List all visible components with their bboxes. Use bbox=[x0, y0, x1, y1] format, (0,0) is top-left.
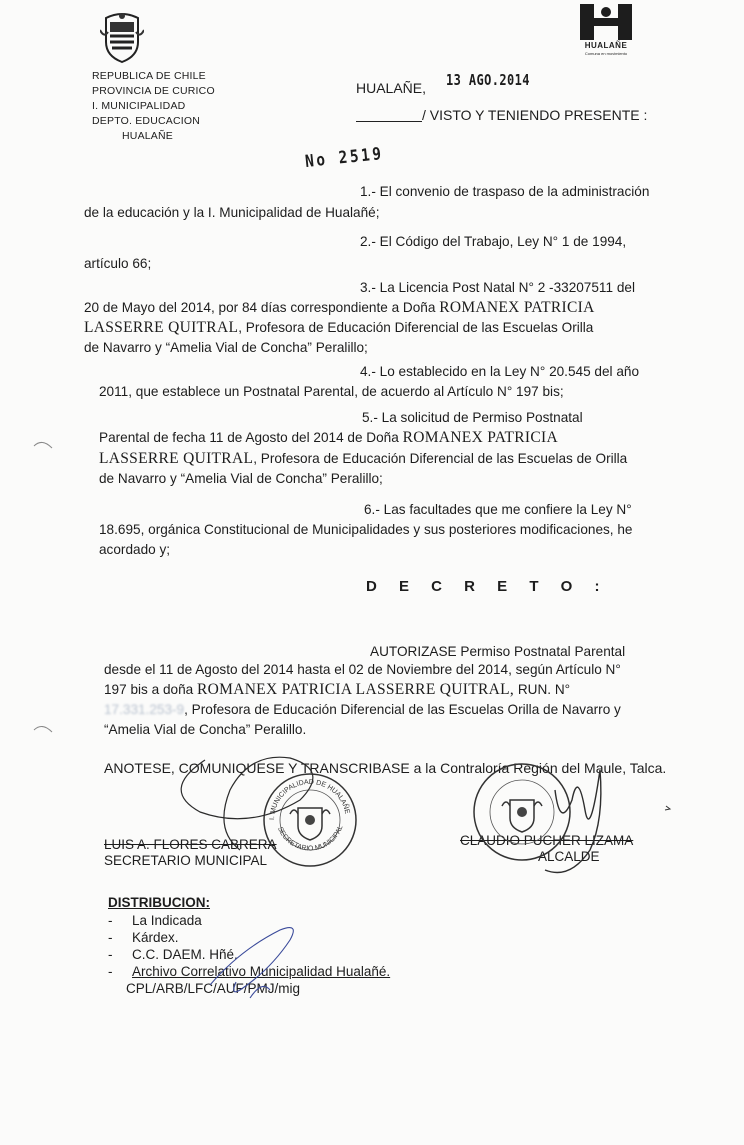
c3-text: , Profesora de Educación Diferencial de las Escuelas Orilla bbox=[238, 320, 594, 335]
header-line: HUALAÑE bbox=[122, 130, 173, 142]
city-label: HUALAÑE, bbox=[356, 80, 427, 96]
header-line: I. MUNICIPALIDAD bbox=[92, 100, 186, 112]
distribution-item: - C.C. DAEM. Hñé. bbox=[108, 947, 238, 962]
employee-surname: LASSERRE QUITRAL bbox=[99, 450, 254, 467]
run-redacted: 17.331.253-9 bbox=[104, 702, 185, 717]
punch-hole-mark bbox=[34, 442, 52, 448]
c3-text: 20 de Mayo del 2014, por 84 días correspondiente a Doña bbox=[84, 300, 436, 315]
distribution-title: DISTRIBUCION: bbox=[108, 895, 210, 910]
header-line: REPUBLICA DE CHILE bbox=[92, 70, 206, 82]
employee-name: ROMANEX PATRICIA bbox=[402, 429, 558, 446]
considerando-6-line3: acordado y; bbox=[99, 542, 171, 557]
municipal-seal-icon bbox=[260, 770, 360, 870]
visto-text: / VISTO Y TENIENDO PRESENTE : bbox=[422, 107, 648, 123]
visto-line bbox=[356, 107, 647, 123]
employee-surname: LASSERRE QUITRAL bbox=[84, 319, 239, 336]
considerando-6-first: 6.- Las facultades que me confiere la Ley N° bbox=[364, 502, 632, 517]
c5-text: Parental de fecha 11 de Agosto del 2014 de Doña bbox=[99, 430, 399, 445]
logo-tagline: Comuna en movimiento bbox=[584, 51, 628, 56]
considerando-5-first: 5.- La solicitud de Permiso Postnatal bbox=[362, 410, 583, 425]
date-stamp: 13 AGO.2014 bbox=[446, 71, 530, 89]
svg-text:I. MUNICIPALIDAD DE HUALAÑE bbox=[269, 779, 351, 820]
resolution-line4 bbox=[104, 700, 621, 720]
seal-bottom-text: SECRETARIO MUNICIPAL bbox=[276, 824, 345, 853]
considerando-1-rest: de la educación y la I. Municipalidad de Hualañé; bbox=[84, 205, 380, 220]
initials-line: CPL/ARB/LFC/AUF/PMJ/mig bbox=[126, 981, 301, 996]
hualane-logo-icon bbox=[578, 2, 634, 42]
institution-header bbox=[92, 69, 215, 144]
distribution-item: - Kárdex. bbox=[108, 930, 179, 945]
distribution-item-text: C.C. DAEM. Hñé. bbox=[132, 947, 238, 962]
distribution-item-text: Kárdex. bbox=[132, 930, 179, 945]
decreto-title: D E C R E T O : bbox=[366, 578, 609, 595]
mayor-seal-icon bbox=[470, 760, 574, 864]
considerando-3-line3 bbox=[84, 318, 593, 338]
resolution-text: , Profesora de Educación Diferencial de las Escuelas Orilla de Navarro y bbox=[184, 702, 621, 717]
considerando-1-first: 1.- El convenio de traspaso de la administración bbox=[360, 184, 650, 199]
distribution-item-text: La Indicada bbox=[132, 913, 202, 928]
logo-text: HUALAÑE bbox=[584, 41, 628, 50]
considerando-3-line4: de Navarro y “Amelia Vial de Concha” Peralillo; bbox=[84, 340, 368, 355]
header-line: DEPTO. EDUCACION bbox=[92, 115, 201, 127]
decree-number: No 2519 bbox=[304, 143, 385, 173]
resolution-line2: desde el 11 de Agosto del 2014 hasta el 02 de Noviembre del 2014, según Artículo N° bbox=[104, 662, 621, 677]
resolution-text: 197 bis a doña bbox=[104, 682, 194, 697]
resolution-line3 bbox=[104, 680, 570, 700]
considerando-3-line2 bbox=[84, 298, 595, 318]
considerando-4-first: 4.- Lo establecido en la Ley N° 20.545 del año bbox=[360, 364, 640, 379]
right-signer-title: ALCALDE bbox=[538, 849, 600, 864]
punch-hole-mark bbox=[34, 726, 52, 732]
employee-full-name: ROMANEX PATRICIA LASSERRE QUITRAL, bbox=[196, 681, 515, 698]
resolution-first: AUTORIZASE Permiso Postnatal Parental bbox=[370, 644, 626, 659]
considerando-4-rest: 2011, que establece un Postnatal Parental, de acuerdo al Artículo N° 197 bis; bbox=[99, 384, 564, 399]
anotese-line: ANOTESE, COMUNIQUESE Y TRANSCRIBASE a la Contraloría Región del Maule, Talca. bbox=[104, 760, 667, 776]
considerando-5-line3 bbox=[99, 449, 627, 469]
left-signer-title: SECRETARIO MUNICIPAL bbox=[104, 853, 268, 868]
considerando-5-line4: de Navarro y “Amelia Vial de Concha” Peralillo; bbox=[99, 471, 383, 486]
considerando-2-first: 2.- El Código del Trabajo, Ley N° 1 de 1994, bbox=[360, 234, 627, 249]
left-signer-name: LUIS A. FLORES CABRERA bbox=[104, 837, 277, 852]
header-line: PROVINCIA DE CURICO bbox=[92, 85, 215, 97]
distribution-item: - La Indicada bbox=[108, 913, 202, 928]
considerando-2-rest: artículo 66; bbox=[84, 256, 152, 271]
svg-text:SECRETARIO MUNICIPAL bbox=[276, 825, 344, 853]
right-signer-name: CLAUDIO PUCHER LIZAMA bbox=[460, 833, 634, 848]
blank-line bbox=[356, 121, 422, 122]
considerando-6-line2: 18.695, orgánica Constitucional de Municipalidades y sus posteriores modificaciones, he bbox=[99, 522, 633, 537]
coat-of-arms-icon bbox=[100, 12, 144, 64]
considerando-3-first: 3.- La Licencia Post Natal N° 2 -33207511 del bbox=[360, 280, 635, 295]
considerando-5-line2 bbox=[99, 428, 558, 448]
employee-name: ROMANEX PATRICIA bbox=[439, 299, 595, 316]
distribution-list bbox=[108, 912, 390, 997]
seal-text: I. MUNICIPALIDAD DE HUALAÑE bbox=[268, 778, 351, 821]
distribution-item-text: Archivo Correlativo Municipalidad Hualañé. bbox=[132, 964, 391, 979]
mark-stroke bbox=[665, 806, 670, 810]
resolution-line5: “Amelia Vial de Concha” Peralillo. bbox=[104, 722, 307, 737]
c5-text: , Profesora de Educación Diferencial de las Escuelas de Orilla bbox=[253, 451, 628, 466]
run-label: RUN. N° bbox=[517, 682, 571, 697]
distribution-item: - Archivo Correlativo Municipalidad Hualañé. bbox=[108, 964, 391, 979]
